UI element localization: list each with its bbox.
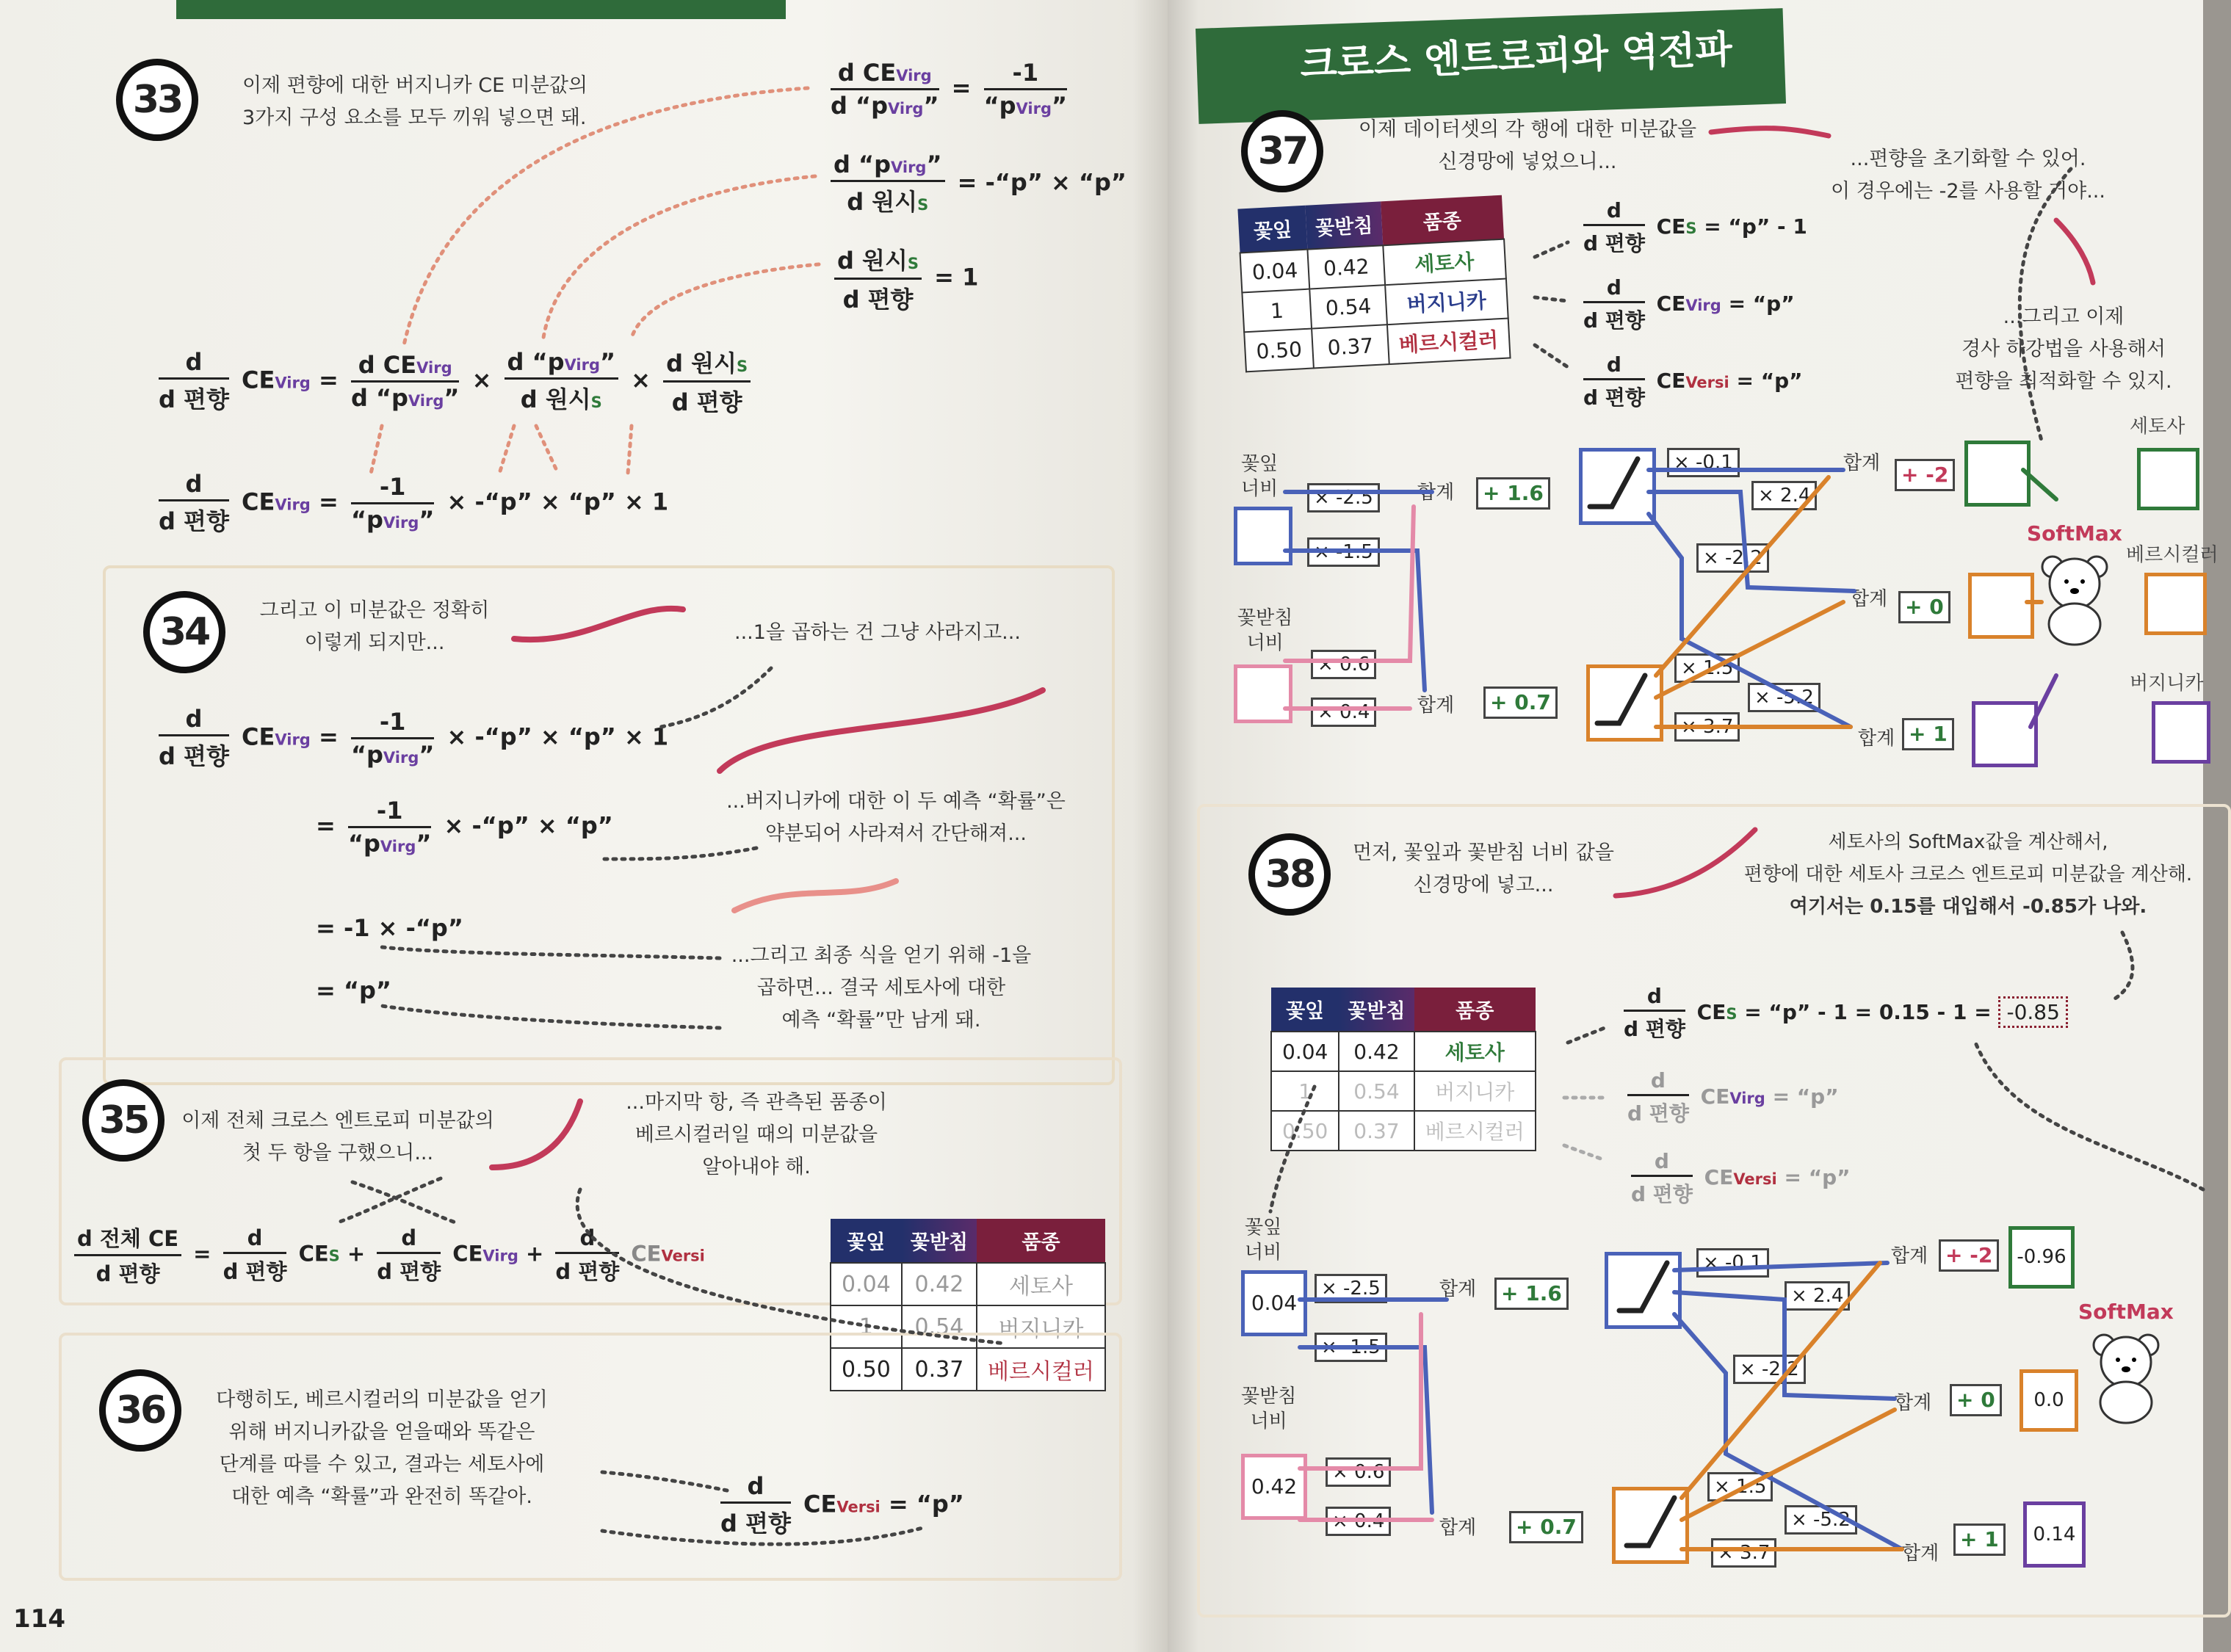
step-37-note2-line2: 경사 하강법을 사용해서 (1961, 338, 2166, 361)
step-38-text-line2: 신경망에 넣고... (1413, 874, 1554, 896)
sum-label: 합계 (1417, 695, 1455, 717)
table-cell: 0.42 (902, 1263, 977, 1305)
weight-label: × -2.2 (1733, 1355, 1806, 1384)
arrow-dotted (1568, 1028, 1605, 1043)
network-edge (2023, 470, 2056, 499)
arrow-dotted (536, 426, 558, 474)
output-label-virginica: 버지니카 (2130, 673, 2204, 695)
arrow-dotted (1535, 242, 1568, 257)
step-35-note-line3: 알아내야 해. (702, 1156, 811, 1178)
output-bias-label: + 0 (1950, 1384, 2002, 1416)
network-edge (1674, 1292, 1895, 1399)
step-34-line4: = “p” (316, 977, 391, 1004)
step-37-note2-line3: 편향을 최적화할 수 있지. (1955, 370, 2172, 393)
step-34-line3: = -1 × -“p” (316, 914, 463, 942)
weight-label: × -0.1 (1696, 1248, 1769, 1278)
weight-label: × 0.4 (1326, 1507, 1391, 1536)
network-edge (1674, 1263, 1887, 1270)
weight-label: × 0.6 (1326, 1457, 1391, 1487)
table-header: 꽃잎 (1271, 988, 1339, 1032)
sum-label: 합계 (1843, 452, 1881, 474)
arrow-dotted (543, 176, 815, 338)
step-37-note2-line1: ...그리고 이제 (2003, 305, 2125, 328)
weight-label: × -1.5 (1307, 537, 1380, 567)
network-edge (1285, 507, 1414, 661)
input2-label: 꽃받침 너비 (1241, 1385, 1297, 1432)
table-cell: 세토사 (1414, 1032, 1536, 1071)
table-cell: 0.37 (1339, 1111, 1414, 1151)
bias-label: + 1.6 (1494, 1278, 1569, 1310)
input1-label: 꽃잎 너비 (1245, 1217, 1282, 1264)
table-cell: 0.50 (1271, 1111, 1339, 1151)
step-37-eq-ce-virg: $\frac{d}{\text{d 편향}}$ CEVirg = “p” (1583, 275, 1795, 333)
table-cell: 세토사 (977, 1263, 1105, 1305)
sum-label: 합계 (1891, 1245, 1928, 1267)
softmax-label: SoftMax (2078, 1300, 2174, 1324)
step-35-text-line1: 이제 전체 크로스 엔트로피 미분값의 (181, 1109, 494, 1132)
eq-ce-versi: $\frac{d}{\text{d 편향}}$ CEVersi = “p” (720, 1472, 964, 1537)
section-header-title: 크로스 엔트로피와 역전파 (1299, 27, 1733, 87)
table-cell: 세토사 (1383, 239, 1506, 286)
table-cell: 0.04 (831, 1263, 902, 1305)
network-edge (1682, 1410, 1895, 1520)
output-label-setosa: 세토사 (2130, 416, 2185, 438)
step-34-note3-line2: 곱하면... 결국 세토사에 대한 (756, 977, 1006, 999)
weight-label: × -2.5 (1307, 483, 1380, 512)
sum-label: 합계 (1858, 728, 1895, 750)
network-edge (1285, 551, 1425, 690)
table-header: 꽃잎 (1237, 206, 1307, 253)
table-cell: 0.50 (1244, 329, 1314, 372)
table-cell: 베르시컬러 (977, 1348, 1105, 1391)
step-34-note2-line1: ...버지니카에 대한 이 두 예측 “확률”은 (726, 790, 1066, 813)
weight-label: × 1.5 (1674, 653, 1740, 683)
arrow-dotted (2020, 169, 2071, 441)
bias-label: + 0.7 (1509, 1511, 1583, 1543)
table-cell: 0.54 (902, 1305, 977, 1348)
step-34-line2: = $\frac{-1}{\text{“pVirg”}}$ × -“p” × “p” (316, 797, 613, 858)
step-38-eq-ce-versi: $\frac{d}{\text{d 편향}}$ CEVersi = “p” (1631, 1149, 1851, 1206)
weight-label: × 2.4 (1785, 1281, 1850, 1311)
left-table-col-species: 품종 (977, 1219, 1105, 1263)
eq-dce-dp: $\frac{\text{d CEVirg}}{\text{d “pVirg”}}$ = $\frac{-1}{\text{“pVirg”}}$ (831, 59, 1068, 120)
step-33-text-line2: 3가지 구성 요소를 모두 끼워 넣으면 돼. (242, 106, 587, 129)
step-35-badge: 35 (82, 1079, 164, 1162)
network-edge (1649, 514, 1851, 727)
weight-label: × 0.4 (1311, 698, 1376, 727)
step-33-text-line1: 이제 편향에 대한 버지니카 CE 미분값의 (242, 74, 588, 97)
table-cell: 0.42 (1339, 1032, 1414, 1071)
left-table-col-petal: 꽃잎 (831, 1219, 902, 1263)
table-cell: 0.50 (831, 1348, 902, 1391)
sum-label: 합계 (1439, 1517, 1477, 1539)
sum-label: 합계 (1439, 1278, 1477, 1300)
arrow-curvy (2056, 220, 2093, 283)
table-header: 품종 (1381, 195, 1504, 246)
network-edge (1300, 1314, 1421, 1468)
step-37-note1-line1: ...편향을 초기화할 수 있어. (1850, 148, 2086, 170)
arrow-dotted (577, 1189, 1006, 1344)
relu-curve (1597, 675, 1645, 723)
weight-label: × -5.2 (1785, 1505, 1857, 1535)
network-edge (1674, 1314, 1902, 1549)
arrow-dotted (404, 88, 808, 345)
step-34-badge: 34 (143, 591, 225, 673)
relu-curve (1627, 1498, 1674, 1546)
page-number: 114 (13, 1604, 65, 1634)
eq-dp-draw: $\frac{\text{d “pVirg”}}{\text{d 원시S}}$ = -“p” × “p” (826, 151, 1127, 217)
step-36-text-line3: 단계를 따를 수 있고, 결과는 세토사에 (219, 1453, 545, 1476)
step-38-note-line1: 세토사의 SoftMax값을 계산해서, (1828, 831, 2108, 853)
table-cell: 0.54 (1310, 285, 1387, 328)
table-cell: 1 (1242, 289, 1312, 333)
table-cell: 0.04 (1240, 250, 1310, 293)
step-35-note-line1: ...마지막 항, 즉 관측된 품종이 (626, 1091, 887, 1114)
eq-total-ce: $\frac{\text{d 전체 CE}}{\text{d 편향}}$ = $\frac{d}{\text{d 편향}}$ CES + $\frac{d}{\text{d 편향}}$ CEVirg + $\frac{d}{\text{d 편향}}$ CEVersi (70, 1222, 705, 1288)
arrow-dotted (602, 1472, 727, 1490)
arrow-dotted (1975, 1043, 2203, 1189)
arrow-dotted (382, 1006, 720, 1028)
output-bias-label: + 1 (1902, 718, 1954, 750)
step-36-badge: 36 (99, 1369, 181, 1452)
arrow-dotted (628, 426, 632, 474)
relu-curve (1590, 459, 1638, 507)
step-38-eq-ce-virg: $\frac{d}{\text{d 편향}}$ CEVirg = “p” (1627, 1068, 1839, 1126)
step-37-eq-ce-s: $\frac{d}{\text{d 편향}}$ CES = “p” - 1 (1583, 198, 1807, 256)
table-header: 품종 (1414, 988, 1536, 1032)
sum-label: 합계 (1851, 588, 1888, 610)
arrow-dotted (1535, 345, 1568, 367)
output-label-versicolor: 베르시컬러 (2126, 544, 2219, 566)
softmax-label: SoftMax (2027, 521, 2122, 546)
weight-label: × -2.5 (1315, 1274, 1387, 1303)
output-bias-label: + 1 (1953, 1524, 2006, 1556)
weight-label: × -2.2 (1696, 543, 1769, 573)
input2-value: 0.42 (1251, 1474, 1298, 1499)
weight-label: × 1.5 (1707, 1472, 1773, 1501)
sum-label: 합계 (1895, 1392, 1932, 1414)
arrow-curvy (1711, 128, 1829, 136)
table-cell: 0.04 (1271, 1032, 1339, 1071)
relu-curve (1619, 1263, 1667, 1311)
output-value-2: 0.0 (2033, 1389, 2064, 1411)
step-34-note3-line3: 예측 “확률”만 남게 돼. (781, 1009, 981, 1032)
step-36-text-line1: 다행히도, 베르시컬러의 미분값을 얻기 (216, 1388, 548, 1411)
sum-label: 합계 (1417, 482, 1455, 504)
arrow-dotted (338, 1178, 441, 1222)
arrow-curvy (720, 690, 1043, 771)
network-edge (1656, 602, 1843, 698)
network-edge (1300, 1347, 1432, 1512)
arrow-dotted (602, 1527, 925, 1544)
step-38-eq-ce-s: $\frac{d}{\text{d 편향}}$ CES = “p” - 1 = 0.15 - 1 = -0.85 (1619, 984, 2068, 1043)
step-37-text-line1: 이제 데이터셋의 각 행에 대한 미분값을 (1358, 118, 1697, 141)
arrow-dotted (371, 426, 382, 474)
weight-label: × -1.5 (1315, 1333, 1387, 1362)
arrow-curvy (1616, 830, 1755, 896)
sum-label: 합계 (1902, 1543, 1939, 1565)
arrow-curvy (734, 881, 896, 910)
step-34-note3-line1: ...그리고 최종 식을 얻기 위해 -1을 (731, 944, 1032, 967)
step-36-text-line4: 대한 예측 “확률”과 완전히 똑같아. (231, 1485, 532, 1508)
table-header: 꽃받침 (1306, 201, 1383, 249)
arrow-dotted (382, 947, 720, 958)
table-cell: 버지니카 (1385, 279, 1508, 325)
weight-label: × 2.4 (1751, 481, 1817, 510)
arrow-dotted (499, 426, 514, 474)
weight-label: × -5.2 (1748, 683, 1820, 712)
step-38-badge: 38 (1248, 833, 1331, 916)
table-header: 꽃받침 (1339, 988, 1414, 1032)
input2-label: 꽃받침 너비 (1237, 607, 1293, 654)
bias-label: + 0.7 (1483, 686, 1558, 719)
output-bias-label: + -2 (1939, 1239, 1999, 1272)
arrow-dotted (632, 264, 819, 338)
step-35-text-line2: 첫 두 항을 구했으니... (242, 1142, 434, 1164)
step-37-text-line2: 신경망에 넣었으니... (1438, 151, 1617, 173)
step-37-eq-ce-versi: $\frac{d}{\text{d 편향}}$ CEVersi = “p” (1583, 352, 1803, 410)
step-38-text-line1: 먼저, 꽃잎과 꽃받침 너비 값을 (1353, 841, 1614, 864)
step-34-text-line2: 이렇게 되지만... (304, 631, 445, 654)
table-cell: 0.42 (1308, 245, 1385, 289)
left-table-col-sepal: 꽃받침 (902, 1219, 977, 1263)
arrow-dotted (602, 848, 756, 859)
step-33-badge: 33 (116, 59, 198, 141)
table-cell: 0.37 (902, 1348, 977, 1391)
step-38-note-line3: 여기서는 0.15를 대입해서 -0.85가 나와. (1789, 896, 2147, 918)
arrow-curvy (514, 609, 683, 640)
weight-label: × 3.7 (1674, 712, 1740, 742)
step-36-text-line2: 위해 버지니카값을 얻을때와 똑같은 (228, 1421, 535, 1443)
input1-value: 0.04 (1251, 1291, 1298, 1315)
weight-label: × -0.1 (1667, 448, 1740, 477)
right-page (1168, 0, 2219, 1652)
table-cell: 1 (831, 1305, 902, 1348)
output-bias-label: + 0 (1898, 591, 1950, 623)
bias-label: + 1.6 (1476, 477, 1550, 510)
right-page-arrows (1168, 0, 2203, 1652)
eq-chain-rule: $\frac{d}{\text{d 편향}}$ CEVirg = $\frac{\text{d CEVirg}}{\text{d “pVirg”}}$ × $\frac{\text{d “pVirg”}}{\text{d 원시S}}$ × $\frac{\text{d 원시S}}{\text{d 편향}}$ (154, 345, 755, 418)
step-35-note-line2: 베르시컬러일 때의 미분값을 (634, 1123, 878, 1146)
arrow-dotted (2115, 932, 2133, 999)
step-34-line1: $\frac{d}{\text{d 편향}}$ CEVirg = $\frac{-1}{\text{“pVirg”}}$ × -“p” × “p” × 1 (159, 705, 669, 770)
output-bias-label: + -2 (1895, 459, 1955, 491)
arrow-dotted (1564, 1145, 1605, 1160)
step-38-result-box: -0.85 (1998, 996, 2067, 1028)
input1-label: 꽃잎 너비 (1241, 453, 1279, 500)
table-cell: 1 (1271, 1071, 1339, 1111)
weight-label: × 0.6 (1311, 650, 1376, 679)
eq-draw-dbias: $\frac{\text{d 원시S}}{\text{d 편향}}$ = 1 (830, 242, 978, 315)
table-cell: 버지니카 (1414, 1071, 1536, 1111)
arrow-dotted (1270, 1087, 1315, 1211)
step-34-note2-line2: 약분되어 사라져서 간단해져... (765, 822, 1027, 845)
output-value-1: -0.96 (2017, 1246, 2067, 1268)
network-edge (2031, 675, 2056, 727)
arrow-dotted (661, 668, 771, 727)
table-cell: 버지니카 (977, 1305, 1105, 1348)
step-34-note1: ...1을 곱하는 건 그냥 사라지고... (734, 621, 1021, 644)
eq-chain-substituted: $\frac{d}{\text{d 편향}}$ CEVirg = $\frac{-1}{\text{“pVirg”}}$ × -“p” × “p” × 1 (159, 470, 669, 535)
step-37-note1-line2: 이 경우에는 -2를 사용할 거야... (1831, 180, 2105, 203)
arrow-dotted (352, 1182, 455, 1222)
table-cell: 베르시컬러 (1414, 1111, 1536, 1151)
table-cell: 베르시컬러 (1387, 319, 1511, 365)
table-cell: 0.54 (1339, 1071, 1414, 1111)
weight-label: × 3.7 (1711, 1538, 1776, 1568)
arrow-dotted (1535, 297, 1568, 301)
arrow-curvy (492, 1101, 580, 1167)
table-cell: 0.37 (1312, 325, 1389, 368)
output-value-3: 0.14 (2033, 1524, 2076, 1546)
step-34-text-line1: 그리고 이 미분값은 정확히 (259, 599, 490, 622)
step-37-badge: 37 (1241, 110, 1323, 192)
step-38-note-line2: 편향에 대한 세토사 크로스 엔트로피 미분값을 계산해. (1743, 863, 2193, 885)
